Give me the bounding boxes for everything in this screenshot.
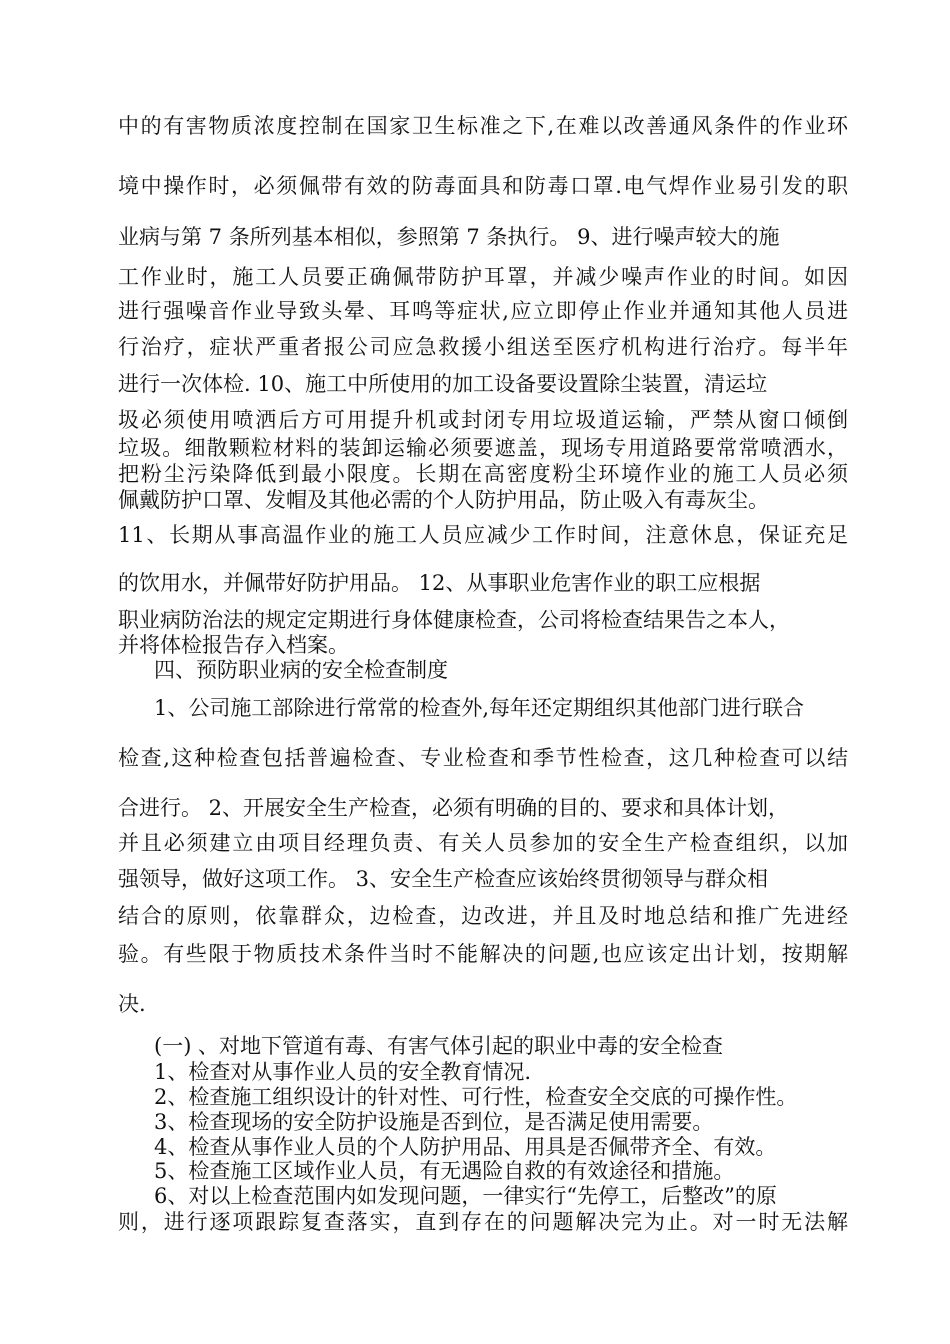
text-line: 中的有害物质浓度控制在国家卫生标准之下,在难以改善通风条件的作业环 (118, 114, 848, 138)
text-line: 并将体检报告存入档案。 (118, 633, 349, 657)
section-heading: 四、预防职业病的安全检查制度 (154, 658, 448, 682)
text-line: 并且必须建立由项目经理负责、有关人员参加的安全生产检查组织，以加 (118, 831, 848, 855)
text-line: 的饮用水，并佩带好防护用品。 12、从事职业危害作业的职工应根据 (118, 571, 761, 595)
text-line: 工作业时，施工人员要正确佩带防护耳罩，并减少噪声作业的时间。如因 (118, 265, 848, 289)
text-line: 圾必须使用喷洒后方可用提升机或封闭专用垃圾道运输，严禁从窗口倾倒 (118, 408, 848, 432)
text-line: 行治疗，症状严重者报公司应急救援小组送至医疗机构进行治疗。每半年 (118, 335, 848, 359)
text-line: 业病与第 7 条所列基本相似，参照第 7 条执行。 9、进行噪声较大的施 (118, 225, 780, 249)
text-line: 职业病防治法的规定定期进行身体健康检查，公司将检查结果告之本人， (118, 608, 790, 632)
text-line: 佩戴防护口罩、发帽及其他必需的个人防护用品，防止吸入有毒灰尘。 (118, 488, 769, 512)
text-line: 境中操作时，必须佩带有效的防毒面具和防毒口罩.电气焊作业易引发的职 (118, 174, 848, 198)
list-item: 4、检查从事作业人员的个人防护用品、用具是否佩带齐全、有效。 (154, 1135, 777, 1159)
text-line: 合进行。 2、开展安全生产检查，必须有明确的目的、要求和具体计划， (118, 796, 790, 820)
text-line: 决. (118, 992, 146, 1016)
text-line: 把粉尘污染降低到最小限度。长期在高密度粉尘环境作业的施工人员必须 (118, 462, 848, 486)
text-line: 则，进行逐项跟踪复查落实，直到存在的问题解决完为止。对一时无法解 (118, 1210, 848, 1234)
text-line: 1、公司施工部除进行常常的检查外,每年还定期组织其他部门进行联合 (154, 696, 805, 720)
text-line: 11、长期从事高温作业的施工人员应减少工作时间，注意休息，保证充足 (118, 523, 848, 547)
text-line: 进行一次体检. 10、施工中所使用的加工设备要设置除尘装置，清运垃 (118, 372, 768, 396)
text-line: 结合的原则，依靠群众，边检查，边改进，并且及时地总结和推广先进经 (118, 904, 848, 928)
text-line: 验。有些限于物质技术条件当时不能解决的问题,也应该定出计划，按期解 (118, 942, 848, 966)
list-item: 5、检查施工区域作业人员，有无遇险自救的有效途径和措施。 (154, 1159, 735, 1183)
text-line: 进行强噪音作业导致头晕、耳鸣等症状,应立即停止作业并通知其他人员进 (118, 299, 848, 323)
list-item: 1、检查对从事作业人员的安全教育情况. (154, 1060, 532, 1084)
text-line: 强领导，做好这项工作。 3、安全生产检查应该始终贯彻领导与群众相 (118, 867, 769, 891)
text-line: 垃圾。细散颗粒材料的装卸运输必须要遮盖，现场专用道路要常常喷洒水， (118, 436, 848, 460)
text-line: 检查,这种检查包括普遍检查、专业检查和季节性检查，这几种检查可以结 (118, 746, 848, 770)
subsection-heading: (一) 、对地下管道有毒、有害气体引起的职业中毒的安全检查 (154, 1034, 724, 1058)
list-item: 6、对以上检查范围内如发现问题，一律实行“先停工，后整改”的原 (154, 1184, 777, 1208)
list-item: 3、检查现场的安全防护设施是否到位，是否满足使用需要。 (154, 1110, 714, 1134)
list-item: 2、检查施工组织设计的针对性、可行性，检查安全交底的可操作性。 (154, 1085, 798, 1109)
